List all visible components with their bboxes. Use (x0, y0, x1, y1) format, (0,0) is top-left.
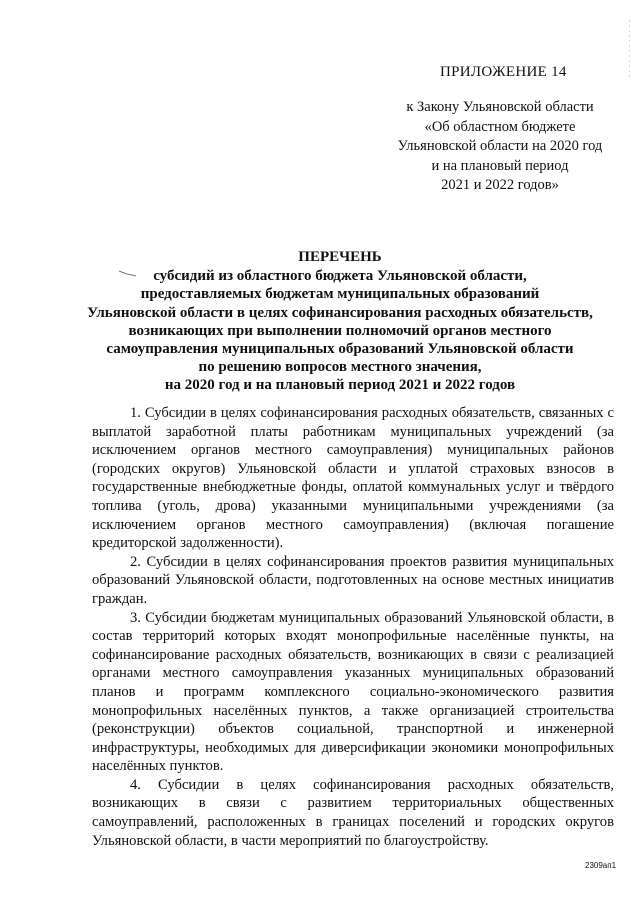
law-reference-line: к Закону Ульяновской области (406, 99, 594, 115)
law-reference-line: Ульяновской области на 2020 год (397, 138, 603, 154)
heading-line: самоуправления муниципальных образований Ульяновской области (106, 341, 574, 358)
list-item: 4. Субсидии в целях софинансирования расходных обязательств, возникающих в связи с развитием территориальных общественных самоуправлений, расположенных в границах поселений и городских округов Ульяновской области, в части мероприятий по благоустройству. (92, 776, 614, 849)
document-heading (40, 248, 640, 395)
law-reference-line: и на плановый период (431, 157, 569, 174)
scan-edge-mark (628, 20, 631, 80)
law-reference (360, 98, 640, 196)
heading-line: предоставляемых бюджетам муниципальных образований (140, 286, 540, 303)
document-body (92, 404, 614, 850)
appendix-title: ПРИЛОЖЕНИЕ 14 (440, 64, 567, 80)
heading-line: возникающих при выполнении полномочий органов местного (128, 322, 552, 339)
heading-line: Ульяновской области в целях софинансирования расходных обязательств, (87, 304, 593, 321)
heading-line: по решению вопросов местного значения, (198, 359, 482, 376)
heading-line: на 2020 год и на плановый период 2021 и 2022 годов (164, 377, 516, 394)
law-reference-line: 2021 и 2022 годов» (441, 177, 559, 193)
list-item: 1. Субсидии в целях софинансирования расходных обязательств, связанных с выплатой заработной платы работникам муниципальных учреждений (за исключением органов местного самоуправления) муниципальных районов (городских округов) Ульяновской области и уплатой страховых взносов в государственные внебюджетные фонды, оплатой коммунальных услуг и твёрдого топлива (уголь, дрова) указанными муниципальными учреждениями (за исключением органов местного самоуправления) (включая погашение кредиторской задолженности). (92, 405, 614, 552)
law-reference-line: «Об областном бюджете (424, 118, 576, 135)
heading-line: субсидий из областного бюджета Ульяновской области, (153, 268, 527, 285)
page-code: 2309ап1 (585, 861, 617, 870)
list-item: 3. Субсидии бюджетам муниципальных образований Ульяновской области, в состав территорий которых входят монопрофильные населённые пункты, на софинансирование расходных обязательств, возникающих в связи с реализацией органами местного самоуправления указанных муниципальных образований планов и программ комплексного социально-экономического развития монопрофильных населённых пунктов, а также организацией строительства (реконструкции) объектов социальной, транспортной и инженерной инфраструктуры, необходимых для диверсификации экономики монопрофильных населённых пунктов. (92, 609, 614, 775)
list-item: 2. Субсидии в целях софинансирования проектов развития муниципальных образований Ульяновской области, подготовленных на основе местных инициатив граждан. (92, 553, 614, 607)
heading-title: ПЕРЕЧЕНЬ (298, 249, 382, 265)
